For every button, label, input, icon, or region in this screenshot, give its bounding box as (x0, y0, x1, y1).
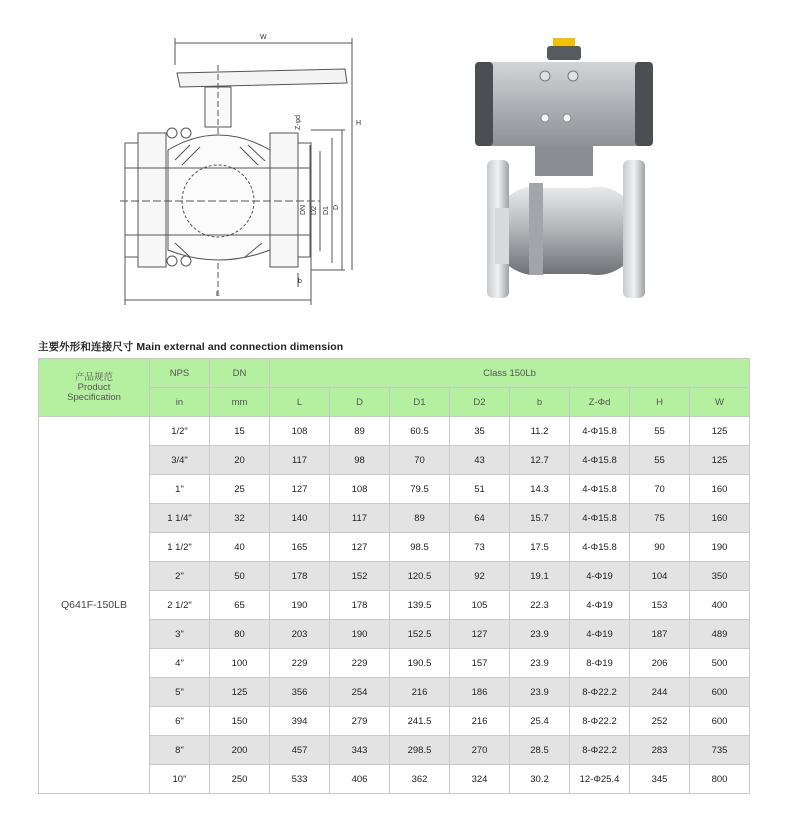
table-cell: 152 (330, 562, 390, 591)
dn-header: DN (210, 359, 270, 388)
table-cell: 23.9 (510, 649, 570, 678)
table-cell: 4-Φ15.8 (570, 533, 630, 562)
table-cell: 279 (330, 707, 390, 736)
table-cell: 30.2 (510, 765, 570, 794)
table-cell: 120.5 (390, 562, 450, 591)
dimension-table (38, 358, 750, 794)
table-cell: 92 (450, 562, 510, 591)
table-cell: 65 (210, 591, 270, 620)
table-cell: 1 1/4" (150, 504, 210, 533)
table-cell: 400 (690, 591, 750, 620)
table-cell: 1" (150, 475, 210, 504)
table-cell: 203 (270, 620, 330, 649)
table-cell: 15 (210, 417, 270, 446)
dimension-table-heading: 主要外形和连接尺寸 Main external and connection dimension (38, 341, 344, 353)
table-cell: 324 (450, 765, 510, 794)
table-cell: 64 (450, 504, 510, 533)
table-cell: 178 (270, 562, 330, 591)
pneumatic-valve-photo (465, 38, 660, 303)
table-cell: 4-Φ19 (570, 620, 630, 649)
spec-header-cn: 产品规范 (74, 371, 113, 383)
table-cell: 17.5 (510, 533, 570, 562)
table-cell: 40 (210, 533, 270, 562)
table-cell: 140 (270, 504, 330, 533)
table-cell: 32 (210, 504, 270, 533)
table-cell: 23.9 (510, 620, 570, 649)
table-cell: 1 1/2" (150, 533, 210, 562)
spec-header-line3: Specification (67, 391, 121, 403)
table-cell: 43 (450, 446, 510, 475)
table-cell: 10" (150, 765, 210, 794)
table-cell: 4-Φ15.8 (570, 475, 630, 504)
product-spec-value: Q641F-150LB (39, 417, 150, 794)
table-cell: 89 (330, 417, 390, 446)
table-cell: 250 (210, 765, 270, 794)
table-cell: 190 (330, 620, 390, 649)
label-d: D (333, 204, 340, 210)
table-cell: 254 (330, 678, 390, 707)
table-cell: 160 (690, 475, 750, 504)
table-cell: 244 (630, 678, 690, 707)
table-cell: 8-Φ22.2 (570, 707, 630, 736)
table-cell: 108 (270, 417, 330, 446)
table-cell: 127 (270, 475, 330, 504)
table-cell: 1/2" (150, 417, 210, 446)
table-cell: 735 (690, 736, 750, 765)
table-cell: 98.5 (390, 533, 450, 562)
table-cell: 186 (450, 678, 510, 707)
table-cell: 345 (630, 765, 690, 794)
table-cell: 190 (690, 533, 750, 562)
table-cell: 206 (630, 649, 690, 678)
col-header: D (330, 388, 390, 417)
table-cell: 8-Φ22.2 (570, 678, 630, 707)
table-cell: 3/4" (150, 446, 210, 475)
table-cell: 4-Φ15.8 (570, 504, 630, 533)
table-cell: 362 (390, 765, 450, 794)
label-zd: Z-φd (295, 114, 302, 130)
table-cell: 350 (690, 562, 750, 591)
table-cell: 125 (690, 446, 750, 475)
label-h: H (356, 120, 362, 127)
table-cell: 298.5 (390, 736, 450, 765)
table-cell: 23.9 (510, 678, 570, 707)
table-cell: 104 (630, 562, 690, 591)
table-cell: 489 (690, 620, 750, 649)
table-cell: 70 (630, 475, 690, 504)
table-cell: 270 (450, 736, 510, 765)
table-cell: 98 (330, 446, 390, 475)
table-row (39, 417, 750, 446)
table-cell: 73 (450, 533, 510, 562)
table-cell: 187 (630, 620, 690, 649)
nps-header: NPS (150, 359, 210, 388)
table-cell: 70 (390, 446, 450, 475)
table-cell: 190 (270, 591, 330, 620)
table-cell: 406 (330, 765, 390, 794)
table-cell: 139.5 (390, 591, 450, 620)
dn-unit: mm (210, 388, 270, 417)
table-cell: 356 (270, 678, 330, 707)
table-cell: 125 (210, 678, 270, 707)
table-cell: 6" (150, 707, 210, 736)
table-cell: 200 (210, 736, 270, 765)
table-cell: 4-Φ19 (570, 591, 630, 620)
dimension-table-body (39, 417, 750, 794)
table-cell: 165 (270, 533, 330, 562)
label-d2: D2 (311, 206, 318, 215)
spec-header-line2: Product (77, 381, 111, 393)
class-header: Class 150Lb (270, 359, 750, 388)
table-cell: 343 (330, 736, 390, 765)
table-cell: 4-Φ15.8 (570, 417, 630, 446)
table-cell: 80 (210, 620, 270, 649)
table-cell: 75 (630, 504, 690, 533)
label-dn: DN (300, 204, 307, 215)
table-cell: 150 (210, 707, 270, 736)
table-cell: 8-Φ22.2 (570, 736, 630, 765)
col-header: H (630, 388, 690, 417)
valve-technical-drawing (120, 25, 370, 310)
table-cell: 600 (690, 707, 750, 736)
table-cell: 105 (450, 591, 510, 620)
table-cell: 160 (690, 504, 750, 533)
label-d1: D1 (323, 206, 330, 215)
table-cell: 60.5 (390, 417, 450, 446)
table-cell: 533 (270, 765, 330, 794)
table-cell: 28.5 (510, 736, 570, 765)
table-cell: 457 (270, 736, 330, 765)
table-cell: 89 (390, 504, 450, 533)
table-cell: 2 1/2" (150, 591, 210, 620)
table-cell: 55 (630, 417, 690, 446)
table-cell: 19.1 (510, 562, 570, 591)
table-cell: 35 (450, 417, 510, 446)
table-cell: 127 (450, 620, 510, 649)
table-cell: 11.2 (510, 417, 570, 446)
table-cell: 25 (210, 475, 270, 504)
table-cell: 252 (630, 707, 690, 736)
table-cell: 216 (450, 707, 510, 736)
table-cell: 4-Φ15.8 (570, 446, 630, 475)
table-cell: 14.3 (510, 475, 570, 504)
col-header: L (270, 388, 330, 417)
label-l: L (216, 291, 220, 298)
table-cell: 12.7 (510, 446, 570, 475)
product-spec-header (39, 359, 150, 417)
table-cell: 90 (630, 533, 690, 562)
table-cell: 152.5 (390, 620, 450, 649)
table-cell: 229 (270, 649, 330, 678)
col-header: Z-Φd (570, 388, 630, 417)
table-cell: 4-Φ19 (570, 562, 630, 591)
table-cell: 25.4 (510, 707, 570, 736)
table-cell: 20 (210, 446, 270, 475)
table-cell: 157 (450, 649, 510, 678)
table-cell: 125 (690, 417, 750, 446)
table-cell: 12-Φ25.4 (570, 765, 630, 794)
table-cell: 100 (210, 649, 270, 678)
table-cell: 241.5 (390, 707, 450, 736)
table-cell: 117 (270, 446, 330, 475)
table-cell: 216 (390, 678, 450, 707)
table-cell: 178 (330, 591, 390, 620)
table-cell: 79.5 (390, 475, 450, 504)
table-cell: 55 (630, 446, 690, 475)
table-cell: 2" (150, 562, 210, 591)
col-header: W (690, 388, 750, 417)
table-cell: 394 (270, 707, 330, 736)
table-cell: 127 (330, 533, 390, 562)
table-cell: 283 (630, 736, 690, 765)
table-cell: 800 (690, 765, 750, 794)
table-cell: 22.3 (510, 591, 570, 620)
table-cell: 117 (330, 504, 390, 533)
label-b: b (298, 278, 302, 285)
table-cell: 108 (330, 475, 390, 504)
table-cell: 50 (210, 562, 270, 591)
table-cell: 8" (150, 736, 210, 765)
table-cell: 5" (150, 678, 210, 707)
table-cell: 8-Φ19 (570, 649, 630, 678)
col-header: D2 (450, 388, 510, 417)
table-cell: 153 (630, 591, 690, 620)
table-cell: 500 (690, 649, 750, 678)
table-cell: 3" (150, 620, 210, 649)
table-cell: 15.7 (510, 504, 570, 533)
table-cell: 51 (450, 475, 510, 504)
col-header: b (510, 388, 570, 417)
label-w: W (260, 34, 267, 41)
nps-unit: in (150, 388, 210, 417)
table-cell: 190.5 (390, 649, 450, 678)
col-header: D1 (390, 388, 450, 417)
table-cell: 4" (150, 649, 210, 678)
table-cell: 600 (690, 678, 750, 707)
table-cell: 229 (330, 649, 390, 678)
